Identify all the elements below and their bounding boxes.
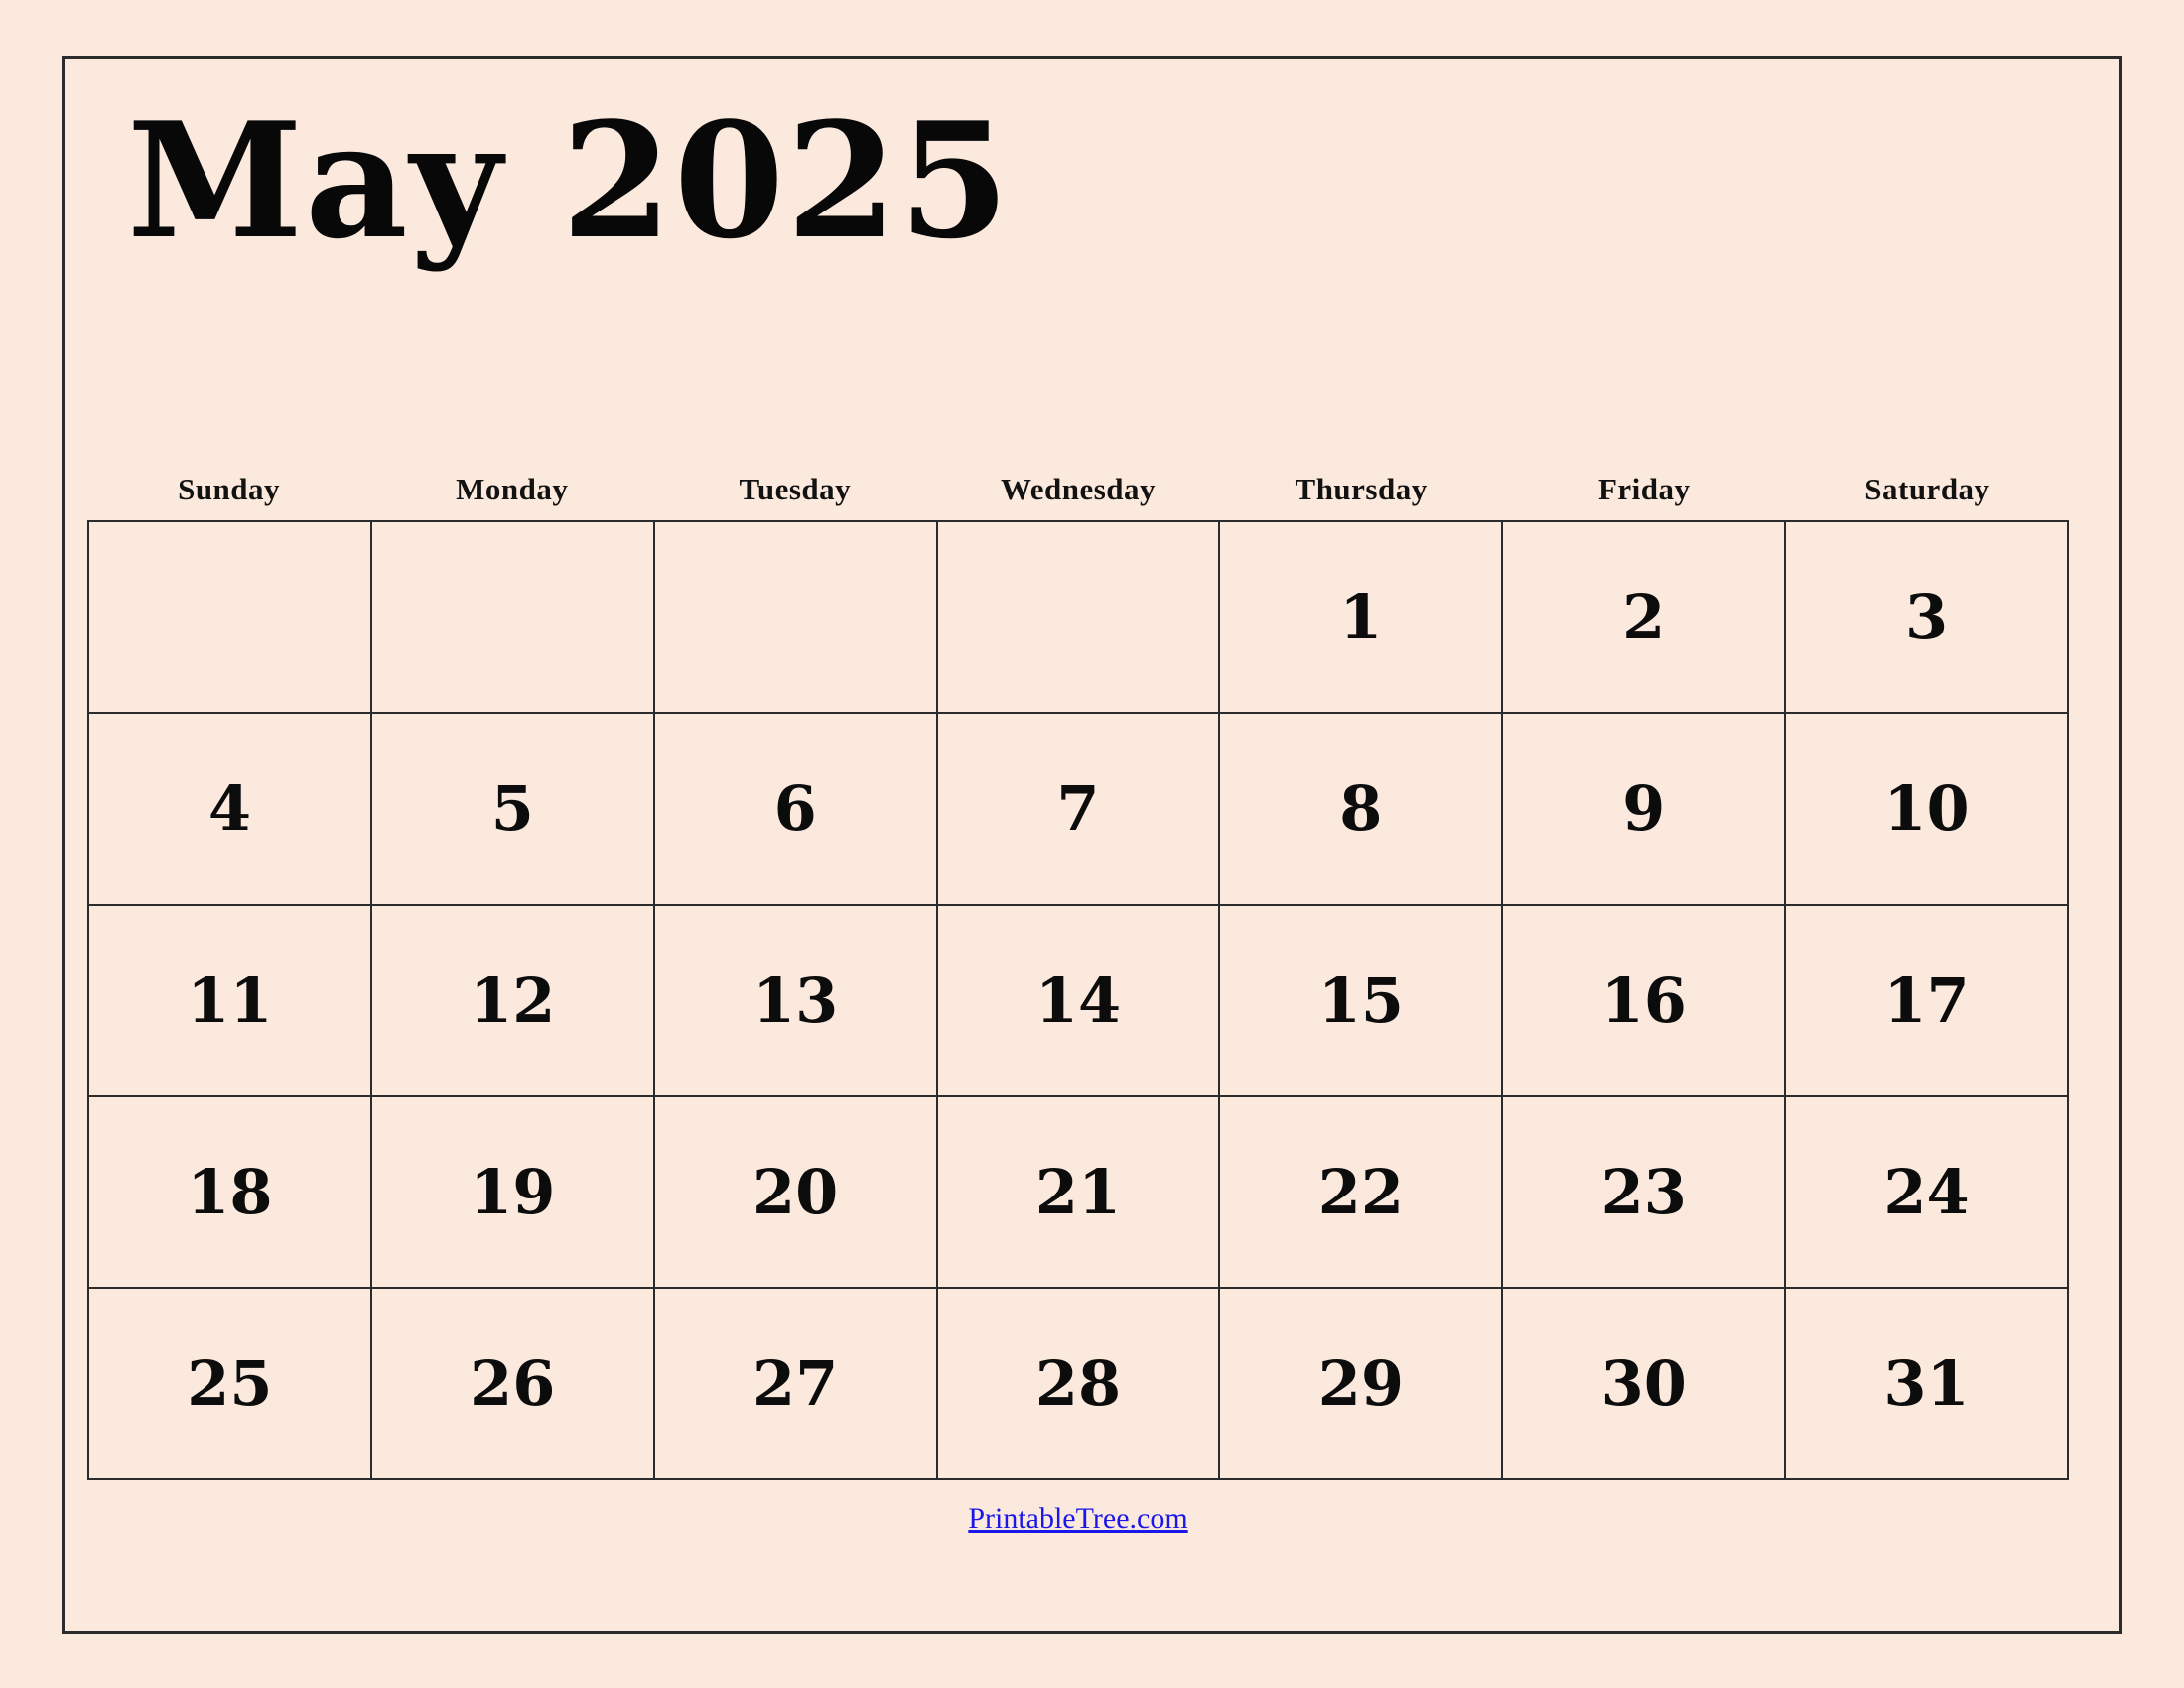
weekday-header-thursday: Thursday [1295, 472, 1428, 506]
day-number: 19 [470, 1155, 556, 1228]
day-number: 17 [1883, 963, 1970, 1037]
day-number: 12 [470, 963, 556, 1037]
calendar-cell[interactable] [1503, 714, 1786, 906]
calendar-cell[interactable] [1503, 1097, 1786, 1289]
calendar-cell[interactable] [1503, 1289, 1786, 1480]
day-number: 8 [1339, 772, 1383, 845]
day-number: 27 [751, 1346, 839, 1420]
footer [87, 1480, 2069, 1536]
calendar-cell[interactable] [1786, 1097, 2069, 1289]
day-number: 5 [490, 772, 534, 845]
day-number: 7 [1056, 772, 1100, 845]
calendar-cell[interactable] [372, 522, 655, 714]
day-number: 3 [1905, 580, 1949, 653]
calendar-cell[interactable] [372, 1097, 655, 1289]
calendar-cell[interactable] [655, 1097, 938, 1289]
calendar-cell[interactable] [372, 1289, 655, 1480]
calendar-cell[interactable] [1786, 1289, 2069, 1480]
day-number: 16 [1600, 963, 1687, 1037]
calendar-cell[interactable] [1220, 1289, 1503, 1480]
calendar-cell[interactable] [89, 1289, 372, 1480]
weekday-header-sunday: Sunday [178, 472, 281, 506]
calendar-cell[interactable] [89, 1097, 372, 1289]
day-number: 30 [1600, 1346, 1687, 1420]
calendar-cell[interactable] [655, 1289, 938, 1480]
calendar-cell[interactable] [89, 522, 372, 714]
calendar-cell[interactable] [1220, 522, 1503, 714]
calendar-cell[interactable] [1503, 906, 1786, 1097]
day-number: 26 [470, 1346, 556, 1420]
calendar-cell[interactable] [938, 1097, 1221, 1289]
calendar-cell[interactable] [1786, 906, 2069, 1097]
calendar-cell[interactable] [938, 906, 1221, 1097]
day-number: 22 [1317, 1155, 1404, 1228]
calendar-cell[interactable] [89, 906, 372, 1097]
calendar-container [79, 71, 2105, 1618]
calendar-cell[interactable] [1503, 522, 1786, 714]
calendar-cell[interactable] [655, 906, 938, 1097]
footer-link[interactable]: PrintableTree.com [968, 1502, 1188, 1535]
day-number: 23 [1600, 1155, 1687, 1228]
day-number: 14 [1034, 963, 1122, 1037]
calendar-cell[interactable] [372, 906, 655, 1097]
day-number: 11 [187, 963, 273, 1037]
day-number: 6 [773, 772, 817, 845]
weekday-header-wednesday: Wednesday [1000, 472, 1157, 506]
weekday-header-friday: Friday [1597, 472, 1691, 506]
weekday-header-tuesday: Tuesday [739, 472, 852, 506]
calendar-cell[interactable] [1220, 714, 1503, 906]
calendar-cell[interactable] [655, 522, 938, 714]
weekday-header-saturday: Saturday [1864, 472, 1990, 506]
day-number: 29 [1317, 1346, 1404, 1420]
day-number: 15 [1317, 963, 1404, 1037]
calendar-cell[interactable] [938, 714, 1221, 906]
day-number: 24 [1883, 1155, 1970, 1228]
day-number: 4 [207, 772, 251, 845]
day-number: 10 [1883, 772, 1970, 845]
calendar-cell[interactable] [89, 714, 372, 906]
day-number: 20 [751, 1155, 839, 1228]
title-spacer [79, 290, 2105, 459]
day-number: 25 [187, 1346, 273, 1420]
day-number: 31 [1883, 1346, 1970, 1420]
calendar-cell[interactable] [1786, 522, 2069, 714]
calendar-cell[interactable] [655, 714, 938, 906]
day-number: 28 [1034, 1346, 1122, 1420]
calendar-cell[interactable] [938, 1289, 1221, 1480]
day-number: 2 [1622, 580, 1666, 653]
calendar-cell[interactable] [1786, 714, 2069, 906]
day-number: 1 [1339, 580, 1383, 653]
calendar-cell[interactable] [1220, 906, 1503, 1097]
day-number: 9 [1622, 772, 1666, 845]
calendar-cell[interactable] [372, 714, 655, 906]
calendar-cell[interactable] [1220, 1097, 1503, 1289]
day-number: 18 [187, 1155, 273, 1228]
weekday-header-row [87, 459, 2069, 520]
day-number: 13 [751, 963, 839, 1037]
calendar-grid [87, 520, 2069, 1480]
day-number: 21 [1034, 1155, 1122, 1228]
calendar-cell[interactable] [938, 522, 1221, 714]
weekday-header-monday: Monday [456, 472, 569, 506]
page-title: May 2025 [127, 87, 1012, 274]
